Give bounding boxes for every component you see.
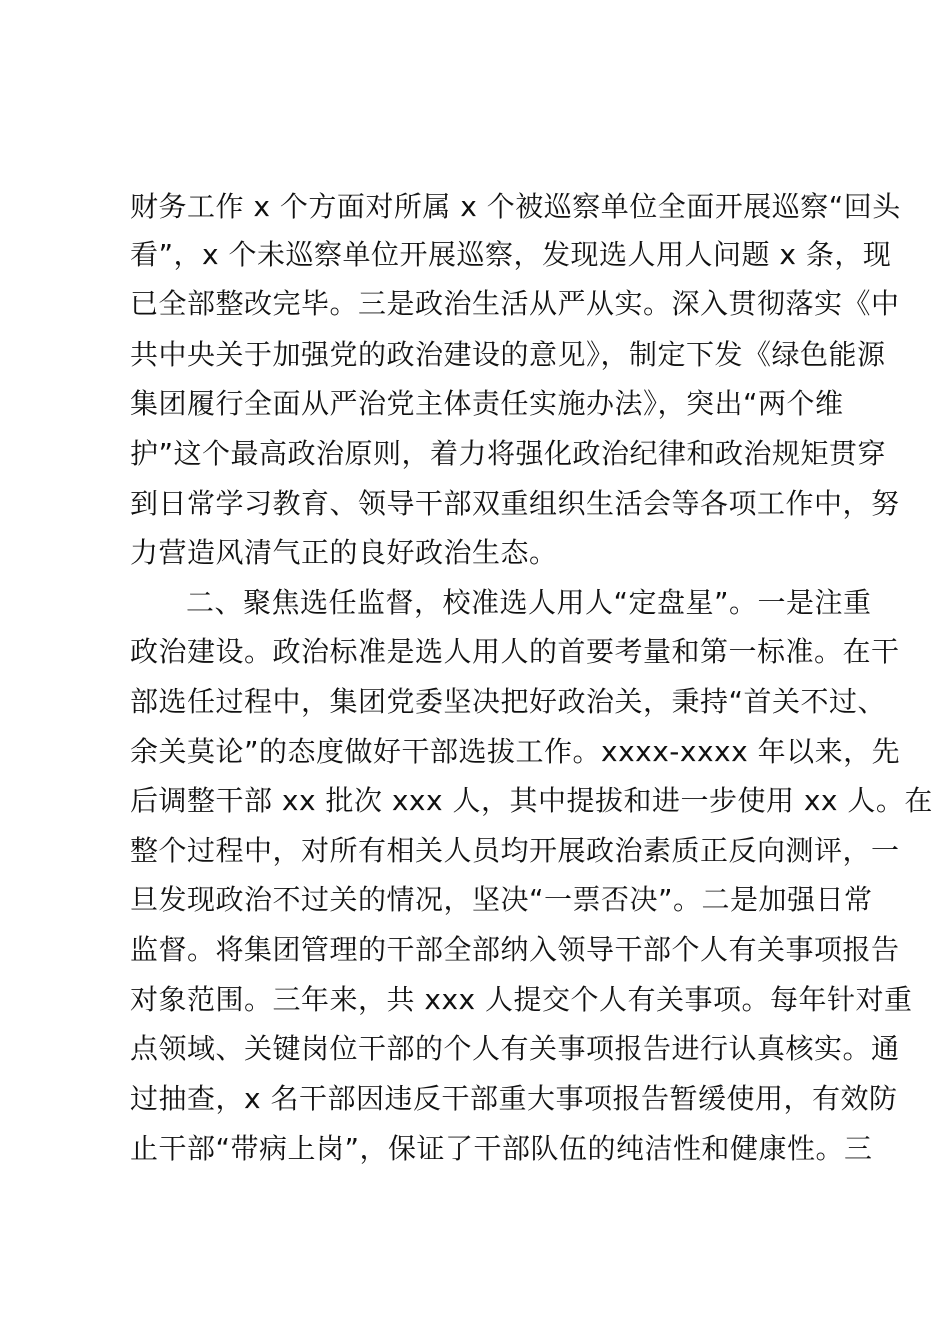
text-line: 部选任过程中，集团党委坚决把好政治关，秉持“首关不过、	[130, 685, 887, 718]
text-line: 对象范围。三年来，共 xxx 人提交个人有关事项。每年针对重	[130, 983, 913, 1016]
text-line: 监督。将集团管理的干部全部纳入领导干部个人有关事项报告	[130, 933, 900, 966]
text-line: 力营造风清气正的良好政治生态。	[130, 536, 558, 569]
text-line: 后调整干部 xx 批次 xxx 人，其中提拔和进一步使用 xx 人。在	[130, 784, 933, 817]
text-line: 旦发现政治不过关的情况，坚决“一票否决”。二是加强日常	[130, 883, 873, 916]
text-line: 整个过程中，对所有相关人员均开展政治素质正反向测评，一	[130, 834, 900, 867]
text-line: 余关莫论”的态度做好干部选拔工作。xxxx-xxxx 年以来，先	[130, 735, 901, 768]
text-line: 已全部整改完毕。三是政治生活从严从实。深入贯彻落实《中	[130, 287, 900, 320]
text-line: 护”这个最高政治原则，着力将强化政治纪律和政治规矩贯穿	[130, 437, 887, 470]
text-line: 财务工作 x 个方面对所属 x 个被巡察单位全面开展巡察“回头	[130, 190, 901, 223]
text-line: 止干部“带病上岗”，保证了干部队伍的纯洁性和健康性。三	[130, 1132, 873, 1165]
text-line: 共中央关于加强党的政治建设的意见》，制定下发《绿色能源	[130, 338, 886, 371]
text-line: 看”，x 个未巡察单位开展巡察，发现选人用人问题 x 条，现	[130, 238, 892, 271]
text-line: 政治建设。政治标准是选人用人的首要考量和第一标准。在干	[130, 635, 900, 668]
text-line: 到日常学习教育、领导干部双重组织生活会等各项工作中，努	[130, 487, 900, 520]
text-line: 过抽查，x 名干部因违反干部重大事项报告暂缓使用，有效防	[130, 1082, 898, 1115]
paragraph-first-line: 二、聚焦选任监督，校准选人用人“定盘星”。一是注重	[186, 586, 872, 619]
text-line: 点领域、关键岗位干部的个人有关事项报告进行认真核实。通	[130, 1032, 900, 1065]
text-line: 集团履行全面从严治党主体责任实施办法》，突出“两个维	[130, 387, 844, 420]
